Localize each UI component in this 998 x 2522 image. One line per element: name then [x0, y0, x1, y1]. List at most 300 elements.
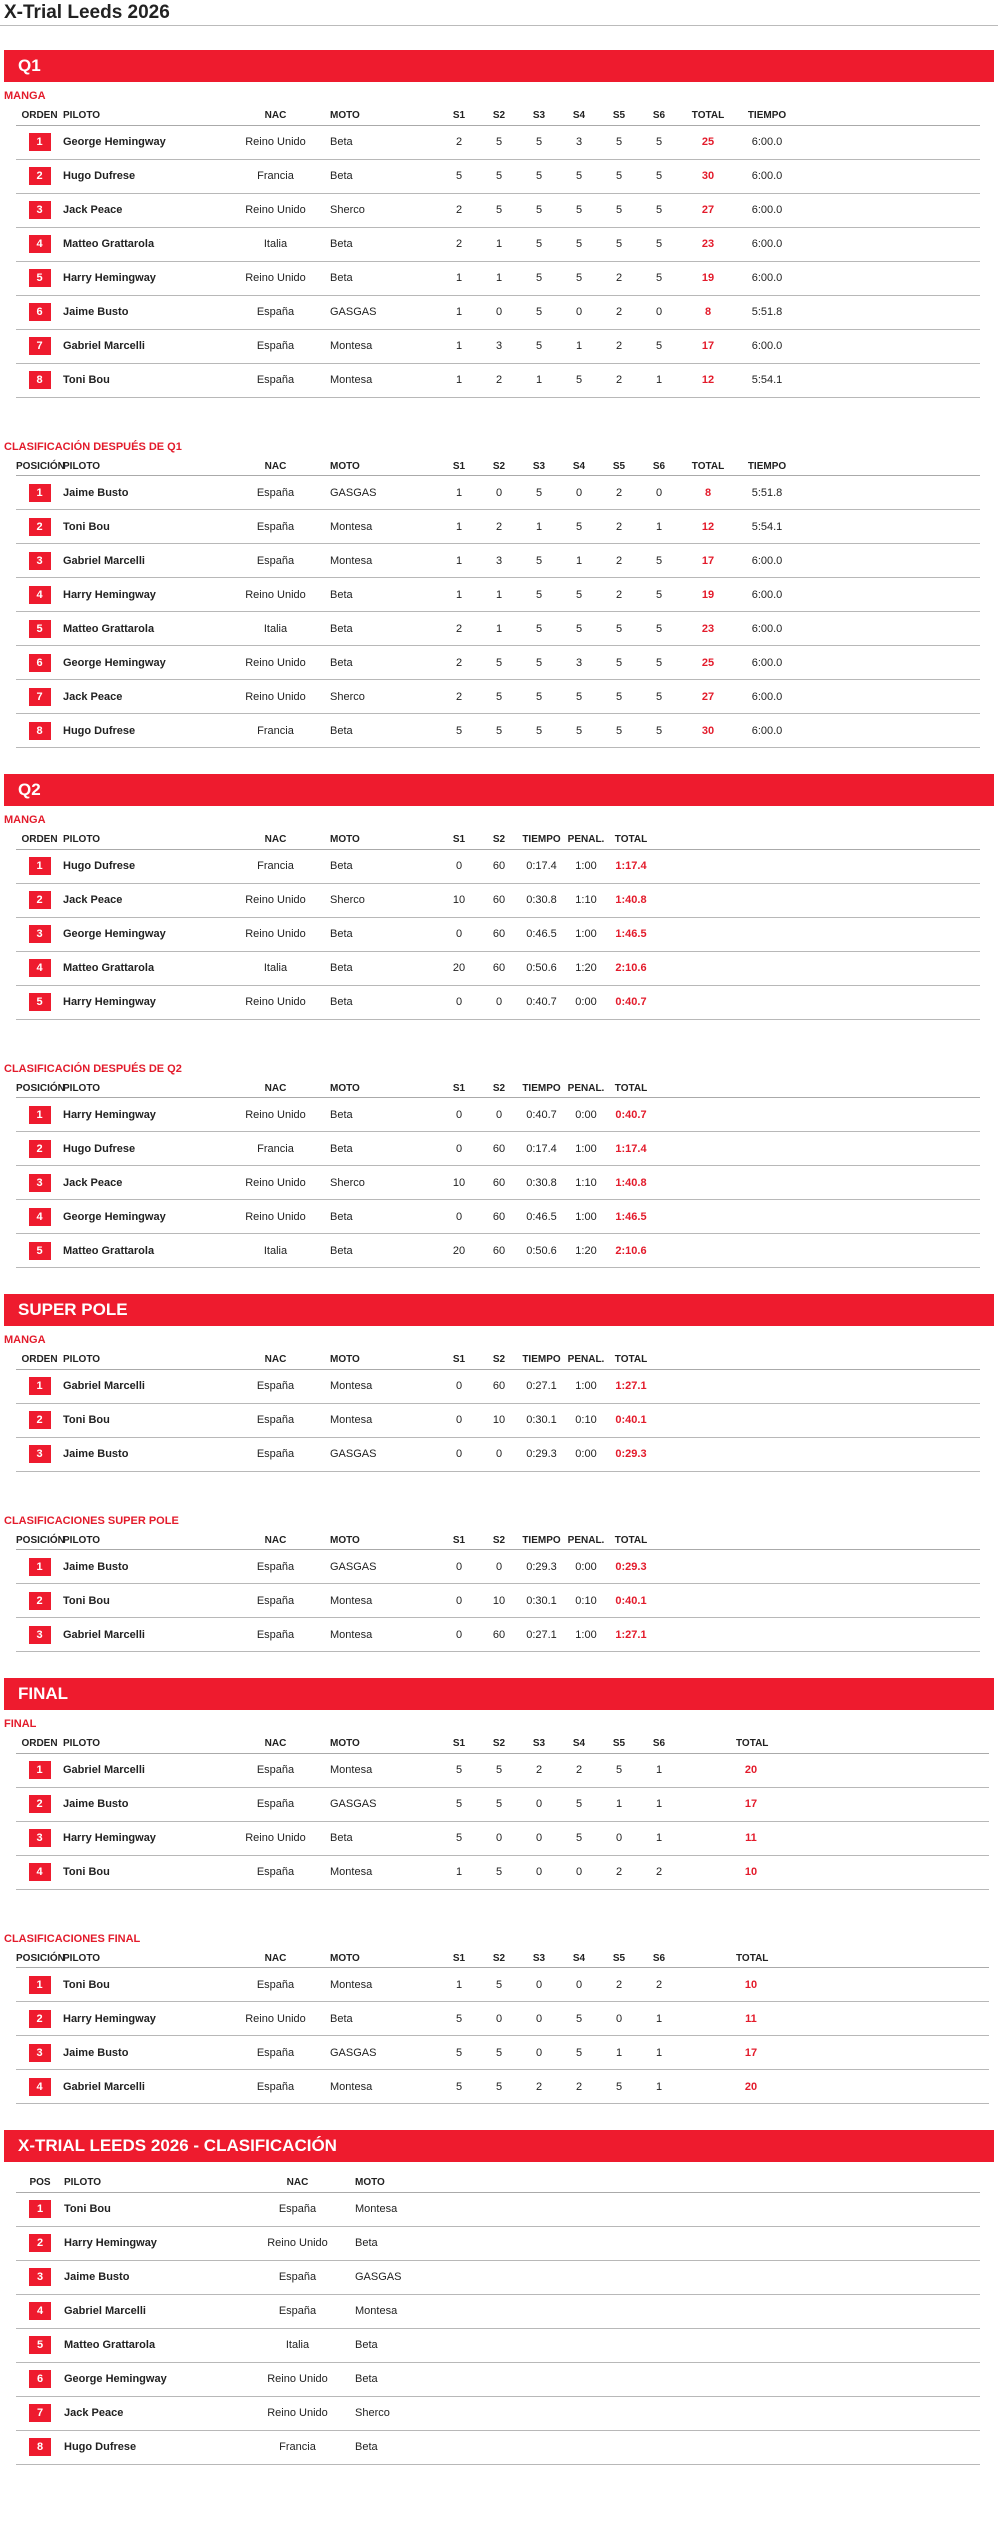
s5-cell: 5	[599, 125, 639, 159]
s6-cell: 1	[639, 510, 679, 544]
rider-name: Hugo Dufrese	[63, 714, 221, 748]
column-header-total: TOTAL	[736, 1950, 766, 1968]
table-row	[16, 646, 980, 680]
cell-spacer	[654, 951, 980, 985]
moto-cell: Montesa	[355, 2294, 455, 2328]
nac-cell: España	[240, 2192, 355, 2226]
table-row	[16, 1821, 989, 1855]
penal-cell: 1:00	[564, 849, 608, 883]
nac-cell: España	[221, 1584, 330, 1618]
total-cell: 1:40.8	[608, 1166, 654, 1200]
cell-spacer	[797, 510, 980, 544]
table-row	[16, 2036, 989, 2070]
position-cell	[16, 1132, 63, 1166]
moto-cell: GASGAS	[330, 2036, 439, 2070]
s2-cell: 5	[479, 159, 519, 193]
total-cell: 17	[679, 544, 737, 578]
total-cell: 27	[679, 680, 737, 714]
rider-name: Toni Bou	[63, 1855, 221, 1889]
results-table	[16, 107, 980, 398]
cell-spacer	[455, 2192, 980, 2226]
moto-cell: Beta	[330, 1200, 439, 1234]
position-cell	[16, 363, 63, 397]
rider-name: Harry Hemingway	[63, 985, 221, 1019]
s1-cell: 1	[439, 544, 479, 578]
position-cell	[16, 544, 63, 578]
s4-cell: 5	[559, 578, 599, 612]
column-spacer	[654, 1080, 980, 1098]
column-header-s4: S4	[559, 107, 599, 125]
table-row	[16, 227, 980, 261]
s2-cell: 60	[479, 1618, 519, 1652]
moto-cell: Montesa	[330, 1753, 439, 1787]
s4-cell: 0	[559, 1968, 599, 2002]
cell-spacer	[679, 2070, 736, 2104]
position-cell	[16, 849, 63, 883]
tiempo-cell: 6:00.0	[737, 193, 797, 227]
tiempo-cell: 0:40.7	[519, 1098, 564, 1132]
column-header-piloto: PILOTO	[63, 107, 221, 125]
column-header-nac: NAC	[221, 107, 330, 125]
tiempo-cell: 5:51.8	[737, 476, 797, 510]
position-cell	[16, 1968, 63, 2002]
column-spacer	[679, 1735, 736, 1753]
s3-cell: 5	[519, 476, 559, 510]
s3-cell: 0	[519, 2036, 559, 2070]
nac-cell: Reino Unido	[240, 2396, 355, 2430]
position-cell	[16, 2430, 64, 2464]
table-row	[16, 1166, 980, 1200]
position-badge: 6	[29, 654, 51, 672]
tiempo-cell: 0:46.5	[519, 917, 564, 951]
total-cell: 1:17.4	[608, 1132, 654, 1166]
column-header-total: TOTAL	[679, 458, 737, 476]
rider-name: Gabriel Marcelli	[63, 329, 221, 363]
s5-cell: 2	[599, 1968, 639, 2002]
header-row	[16, 831, 980, 849]
total-cell: 1:17.4	[608, 849, 654, 883]
s3-cell: 0	[519, 1968, 559, 2002]
total-cell: 0:40.1	[608, 1584, 654, 1618]
s2-cell: 1	[479, 578, 519, 612]
position-badge: 1	[29, 133, 51, 151]
column-header-total: TOTAL	[608, 1532, 654, 1550]
total-cell: 8	[679, 295, 737, 329]
s6-cell: 5	[639, 612, 679, 646]
position-badge: 1	[29, 484, 51, 502]
cell-spacer	[654, 849, 980, 883]
cell-spacer	[679, 2002, 736, 2036]
table-row	[16, 680, 980, 714]
s4-cell: 0	[559, 476, 599, 510]
cell-spacer	[679, 1855, 736, 1889]
s2-cell: 0	[479, 1437, 519, 1471]
column-header-moto: MOTO	[330, 107, 439, 125]
results-table	[16, 831, 980, 1020]
moto-cell: Montesa	[330, 2070, 439, 2104]
column-header-nac: NAC	[221, 1735, 330, 1753]
results-table	[16, 1532, 980, 1653]
cell-spacer	[766, 2002, 989, 2036]
table-row	[16, 1787, 989, 1821]
rider-name: Jaime Busto	[63, 1550, 221, 1584]
s1-cell: 5	[439, 714, 479, 748]
rider-name: Harry Hemingway	[63, 578, 221, 612]
position-badge: 4	[29, 586, 51, 604]
column-header-s1: S1	[439, 1950, 479, 1968]
s1-cell: 0	[439, 1437, 479, 1471]
nac-cell: Reino Unido	[221, 1098, 330, 1132]
s1-cell: 10	[439, 883, 479, 917]
moto-cell: Beta	[330, 1132, 439, 1166]
s6-cell: 5	[639, 680, 679, 714]
s6-cell: 1	[639, 1821, 679, 1855]
position-badge: 5	[29, 620, 51, 638]
s5-cell: 5	[599, 159, 639, 193]
s5-cell: 2	[599, 363, 639, 397]
total-cell: 11	[736, 1821, 766, 1855]
nac-cell: Italia	[221, 227, 330, 261]
table-row	[16, 1200, 980, 1234]
nac-cell: Reino Unido	[221, 1200, 330, 1234]
table-row	[16, 1753, 989, 1787]
penal-cell: 1:00	[564, 1200, 608, 1234]
s6-cell: 5	[639, 578, 679, 612]
penal-cell: 0:10	[564, 1403, 608, 1437]
s6-cell: 5	[639, 329, 679, 363]
column-spacer	[797, 458, 980, 476]
s4-cell: 5	[559, 612, 599, 646]
position-badge: 3	[29, 1626, 51, 1644]
s2-cell: 0	[479, 2002, 519, 2036]
table-row	[16, 476, 980, 510]
table-row	[16, 2002, 989, 2036]
table-row	[16, 578, 980, 612]
s4-cell: 5	[559, 159, 599, 193]
column-header-tiempo: TIEMPO	[519, 1080, 564, 1098]
moto-cell: Montesa	[330, 1968, 439, 2002]
header-row	[16, 1351, 980, 1369]
s1-cell: 5	[439, 159, 479, 193]
position-badge: 2	[29, 891, 51, 909]
rider-name: George Hemingway	[63, 1200, 221, 1234]
cell-spacer	[654, 917, 980, 951]
column-header-piloto: PILOTO	[63, 458, 221, 476]
position-cell	[16, 2260, 64, 2294]
penal-cell: 0:00	[564, 1550, 608, 1584]
cell-spacer	[679, 1753, 736, 1787]
s3-cell: 0	[519, 1787, 559, 1821]
cell-spacer	[797, 227, 980, 261]
s3-cell: 5	[519, 295, 559, 329]
header-row	[16, 1735, 989, 1753]
tiempo-cell: 6:00.0	[737, 680, 797, 714]
total-cell: 8	[679, 476, 737, 510]
position-cell	[16, 612, 63, 646]
tiempo-cell: 0:29.3	[519, 1437, 564, 1471]
column-header-total: TOTAL	[608, 831, 654, 849]
moto-cell: Montesa	[330, 329, 439, 363]
nac-cell: España	[221, 510, 330, 544]
s4-cell: 0	[559, 295, 599, 329]
position-badge: 2	[29, 1795, 51, 1813]
column-header-s2: S2	[479, 1080, 519, 1098]
s1-cell: 5	[439, 2070, 479, 2104]
column-header-moto: MOTO	[330, 1080, 439, 1098]
moto-cell: GASGAS	[330, 295, 439, 329]
cell-spacer	[455, 2226, 980, 2260]
column-header-s3: S3	[519, 458, 559, 476]
moto-cell: Beta	[330, 159, 439, 193]
total-cell: 30	[679, 159, 737, 193]
tiempo-cell: 0:27.1	[519, 1369, 564, 1403]
moto-cell: Sherco	[330, 193, 439, 227]
rider-name: Toni Bou	[63, 1968, 221, 2002]
column-header-total: TOTAL	[608, 1351, 654, 1369]
nac-cell: Reino Unido	[221, 1821, 330, 1855]
column-header-orden: ORDEN	[16, 831, 63, 849]
s2-cell: 60	[479, 1166, 519, 1200]
cell-spacer	[654, 1166, 980, 1200]
column-header-moto: MOTO	[330, 1351, 439, 1369]
table-row	[16, 1550, 980, 1584]
s1-cell: 0	[439, 1618, 479, 1652]
moto-cell: Beta	[330, 1098, 439, 1132]
rider-name: Toni Bou	[64, 2192, 240, 2226]
position-badge: 2	[29, 2234, 51, 2252]
position-cell	[16, 646, 63, 680]
rider-name: Hugo Dufrese	[64, 2430, 240, 2464]
cell-spacer	[679, 1787, 736, 1821]
tiempo-cell: 0:17.4	[519, 849, 564, 883]
moto-cell: Sherco	[355, 2396, 455, 2430]
s3-cell: 2	[519, 2070, 559, 2104]
table-row	[16, 193, 980, 227]
results-table	[16, 1351, 980, 1472]
s6-cell: 5	[639, 261, 679, 295]
position-cell	[16, 1369, 63, 1403]
nac-cell: Reino Unido	[221, 578, 330, 612]
s1-cell: 1	[439, 510, 479, 544]
column-header-s1: S1	[439, 1735, 479, 1753]
s4-cell: 5	[559, 510, 599, 544]
s4-cell: 1	[559, 544, 599, 578]
position-cell	[16, 1753, 63, 1787]
table-row	[16, 849, 980, 883]
column-spacer	[766, 1950, 989, 1968]
column-spacer	[766, 1735, 989, 1753]
table-row	[16, 2430, 980, 2464]
superpole-round-subtitle: MANGA	[4, 1334, 46, 1346]
cell-spacer	[654, 1403, 980, 1437]
rider-name: Jack Peace	[63, 1166, 221, 1200]
tiempo-cell: 0:27.1	[519, 1618, 564, 1652]
table-row	[16, 363, 980, 397]
position-badge: 3	[29, 2044, 51, 2062]
s6-cell: 5	[639, 125, 679, 159]
nac-cell: Reino Unido	[221, 883, 330, 917]
header-row	[16, 458, 980, 476]
nac-cell: Italia	[221, 1234, 330, 1268]
position-badge: 6	[29, 303, 51, 321]
rider-name: Jaime Busto	[63, 1787, 221, 1821]
s2-cell: 5	[479, 1968, 519, 2002]
tiempo-cell: 0:50.6	[519, 1234, 564, 1268]
moto-cell: Beta	[330, 985, 439, 1019]
s5-cell: 5	[599, 680, 639, 714]
cell-spacer	[455, 2260, 980, 2294]
position-badge: 8	[29, 722, 51, 740]
position-badge: 1	[29, 857, 51, 875]
moto-cell: Montesa	[330, 1855, 439, 1889]
position-cell	[16, 261, 63, 295]
column-header-piloto: PILOTO	[63, 1532, 221, 1550]
cell-spacer	[766, 2070, 989, 2104]
s2-cell: 60	[479, 1200, 519, 1234]
column-header-s1: S1	[439, 1080, 479, 1098]
cell-spacer	[654, 883, 980, 917]
s2-cell: 5	[479, 1787, 519, 1821]
position-badge: 5	[29, 269, 51, 287]
column-header-piloto: PILOTO	[63, 1351, 221, 1369]
column-header-s3: S3	[519, 107, 559, 125]
rider-name: Gabriel Marcelli	[64, 2294, 240, 2328]
column-header-s1: S1	[439, 831, 479, 849]
rider-name: Harry Hemingway	[63, 1098, 221, 1132]
s5-cell: 1	[599, 1787, 639, 1821]
total-cell: 11	[736, 2002, 766, 2036]
nac-cell: España	[221, 1753, 330, 1787]
column-spacer	[654, 1351, 980, 1369]
s3-cell: 5	[519, 125, 559, 159]
rider-name: Hugo Dufrese	[63, 1132, 221, 1166]
total-cell: 0:29.3	[608, 1550, 654, 1584]
s4-cell: 5	[559, 1787, 599, 1821]
total-cell: 2:10.6	[608, 1234, 654, 1268]
s1-cell: 2	[439, 193, 479, 227]
table-row	[16, 1437, 980, 1471]
s5-cell: 2	[599, 329, 639, 363]
position-badge: 1	[29, 1976, 51, 1994]
column-header-penal: PENAL.	[564, 831, 608, 849]
position-cell	[16, 1403, 63, 1437]
superpole-standings-subtitle: CLASIFICACIONES SUPER POLE	[4, 1514, 179, 1527]
column-header-nac: NAC	[221, 1351, 330, 1369]
s6-cell: 5	[639, 646, 679, 680]
s1-cell: 20	[439, 951, 479, 985]
table-row	[16, 1855, 989, 1889]
tiempo-cell: 6:00.0	[737, 125, 797, 159]
tiempo-cell: 6:00.0	[737, 329, 797, 363]
q1-round-subtitle: MANGA	[4, 90, 46, 102]
column-header-s6: S6	[639, 1950, 679, 1968]
moto-cell: Montesa	[330, 1618, 439, 1652]
column-header-s4: S4	[559, 1950, 599, 1968]
total-cell: 1:27.1	[608, 1618, 654, 1652]
position-cell	[16, 295, 63, 329]
position-cell	[16, 1550, 63, 1584]
s3-cell: 0	[519, 1855, 559, 1889]
nac-cell: Francia	[221, 1132, 330, 1166]
cell-spacer	[797, 544, 980, 578]
total-cell: 10	[736, 1968, 766, 2002]
s3-cell: 1	[519, 363, 559, 397]
s2-cell: 0	[479, 1821, 519, 1855]
s1-cell: 1	[439, 476, 479, 510]
column-header-s5: S5	[599, 1735, 639, 1753]
rider-name: Gabriel Marcelli	[63, 2070, 221, 2104]
position-badge: 4	[29, 959, 51, 977]
moto-cell: Beta	[330, 125, 439, 159]
rider-name: George Hemingway	[63, 646, 221, 680]
s2-cell: 5	[479, 1753, 519, 1787]
position-badge: 7	[29, 337, 51, 355]
nac-cell: Reino Unido	[240, 2226, 355, 2260]
position-cell	[16, 985, 63, 1019]
s5-cell: 1	[599, 2036, 639, 2070]
s5-cell: 2	[599, 476, 639, 510]
cell-spacer	[797, 612, 980, 646]
s1-cell: 5	[439, 1821, 479, 1855]
position-badge: 3	[29, 1174, 51, 1192]
cell-spacer	[766, 1821, 989, 1855]
position-cell	[16, 476, 63, 510]
s2-cell: 5	[479, 646, 519, 680]
position-badge: 3	[29, 2268, 51, 2286]
tiempo-cell: 0:50.6	[519, 951, 564, 985]
s1-cell: 0	[439, 1132, 479, 1166]
s2-cell: 3	[479, 329, 519, 363]
table-row	[16, 612, 980, 646]
column-header-penal: PENAL.	[564, 1532, 608, 1550]
cell-spacer	[654, 985, 980, 1019]
s4-cell: 5	[559, 363, 599, 397]
s3-cell: 1	[519, 510, 559, 544]
total-cell: 19	[679, 261, 737, 295]
s6-cell: 2	[639, 1855, 679, 1889]
table-row	[16, 951, 980, 985]
total-cell: 0:29.3	[608, 1437, 654, 1471]
s1-cell: 1	[439, 329, 479, 363]
cell-spacer	[766, 1968, 989, 2002]
nac-cell: Reino Unido	[240, 2362, 355, 2396]
s4-cell: 5	[559, 227, 599, 261]
column-spacer	[654, 1532, 980, 1550]
nac-cell: Reino Unido	[221, 680, 330, 714]
position-badge: 5	[29, 1242, 51, 1260]
rider-name: Harry Hemingway	[63, 261, 221, 295]
s1-cell: 2	[439, 227, 479, 261]
s2-cell: 0	[479, 1098, 519, 1132]
position-cell	[16, 2036, 63, 2070]
position-cell	[16, 578, 63, 612]
position-badge: 5	[29, 2336, 51, 2354]
s2-cell: 3	[479, 544, 519, 578]
nac-cell: España	[221, 1618, 330, 1652]
header-row	[16, 2174, 980, 2192]
table-row	[16, 917, 980, 951]
total-cell: 25	[679, 125, 737, 159]
position-cell	[16, 1234, 63, 1268]
penal-cell: 0:00	[564, 985, 608, 1019]
s3-cell: 5	[519, 680, 559, 714]
s1-cell: 1	[439, 295, 479, 329]
final-round-subtitle: FINAL	[4, 1718, 37, 1730]
s3-cell: 5	[519, 159, 559, 193]
rider-name: Harry Hemingway	[63, 2002, 221, 2036]
rider-name: Jack Peace	[63, 193, 221, 227]
table-row	[16, 261, 980, 295]
